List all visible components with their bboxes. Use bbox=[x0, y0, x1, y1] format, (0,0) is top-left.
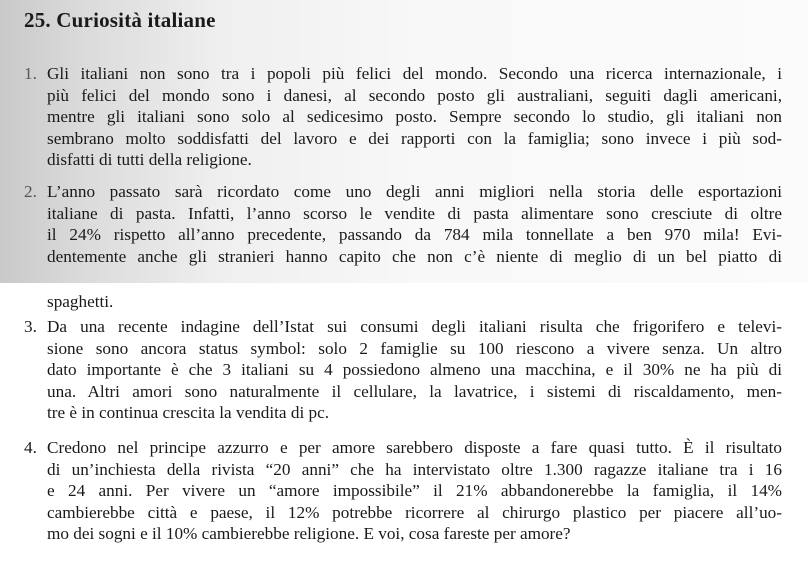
item-text-line: L’anno passato sarà ricordato come uno degli anni migliori nella storia delle esportazioni bbox=[47, 182, 782, 201]
item-text-line: mentre gli italiani sono solo al sedicesimo posto. Sempre secondo lo studio, gli italiani non bbox=[47, 107, 782, 126]
list-item bbox=[0, 181, 808, 267]
item-text-line: più felici del mondo sono i danesi, al secondo posto gli australiani, seguiti dagli americani, bbox=[47, 85, 782, 105]
paragraph-line bbox=[0, 203, 808, 225]
paragraph-line bbox=[0, 381, 808, 403]
paragraph-line bbox=[0, 224, 808, 246]
item-text-line: Credono nel principe azzurro e per amore sarebbero disposte a fare quasi tutto. È il risultato bbox=[47, 438, 782, 457]
item-text-line: italiane di pasta. Infatti, l’anno scorso le vendite di pasta alimentare sono cresciute di oltre bbox=[47, 203, 782, 223]
paragraph-line bbox=[0, 402, 808, 424]
item-text-line: mo dei sogni e il 10% cambierebbe religione. E voi, cosa fareste per amore? bbox=[47, 524, 571, 543]
paragraph-line bbox=[0, 106, 808, 128]
item-text-line: spaghetti. bbox=[47, 292, 114, 311]
item-number: 3. bbox=[24, 317, 37, 336]
item-text-line: dentemente anche gli stranieri hanno capito che non c’è niente di meglio di un bel piatto di bbox=[47, 246, 782, 266]
paragraph-line bbox=[0, 149, 808, 171]
item-text-line: e 24 anni. Per vivere un “amore impossibile” il 21% abbandonerebbe la famiglia, il 14% bbox=[47, 481, 782, 500]
paragraph-line bbox=[0, 338, 808, 360]
list-item-continuation bbox=[0, 291, 808, 313]
item-text-line: una. Altri amori sono naturalmente il cellulare, la lavatrice, i sistemi di riscaldamento, men- bbox=[47, 381, 782, 401]
item-text-line: sione sono ancora status symbol: solo 2 famiglie su 100 riescono a vivere senza. Un altro bbox=[47, 338, 782, 358]
item-number: 4. bbox=[24, 438, 37, 457]
item-text-line: disfatti di tutti della religione. bbox=[47, 150, 252, 169]
paragraph-line bbox=[0, 85, 808, 107]
paragraph-line bbox=[0, 459, 808, 481]
list-item bbox=[0, 437, 808, 545]
paragraph-line bbox=[0, 291, 808, 313]
paragraph-line bbox=[0, 480, 808, 502]
item-text-line: di un’inchiesta della rivista “20 anni” che ha intervistato oltre 1.300 ragazze italiane tra i 16 bbox=[47, 459, 782, 479]
paragraph-line bbox=[0, 63, 808, 85]
item-number: 2. bbox=[24, 182, 37, 201]
paragraph-line bbox=[0, 359, 808, 381]
page-title: 25. Curiosità italiane bbox=[24, 8, 216, 32]
paragraph-line bbox=[0, 437, 808, 459]
paragraph-line bbox=[0, 316, 808, 338]
paragraph-line bbox=[0, 523, 808, 545]
paragraph-line bbox=[0, 502, 808, 524]
item-text-line: cambierebbe città e paese, il 12% potrebbe ricorrere al chirurgo plastico per piacere all’uo- bbox=[47, 502, 782, 522]
item-text-line: Da una recente indagine dell’Istat sui consumi degli italiani risulta che frigorifero e televi- bbox=[47, 317, 782, 336]
item-text-line: tre è in continua crescita la vendita di pc. bbox=[47, 403, 330, 422]
paragraph-line bbox=[0, 181, 808, 203]
item-text-line: il 24% rispetto all’anno precedente, passando da 784 mila tonnellate a ben 970 mila! Evi- bbox=[47, 225, 782, 244]
item-number: 1. bbox=[24, 64, 37, 83]
paragraph-line bbox=[0, 246, 808, 268]
list-item bbox=[0, 316, 808, 424]
paragraph-line bbox=[0, 128, 808, 150]
item-text-line: Gli italiani non sono tra i popoli più felici del mondo. Secondo una ricerca internazionale, i bbox=[47, 64, 782, 83]
list-item bbox=[0, 63, 808, 171]
item-text-line: sembrano molto soddisfatti del lavoro e dei rapporti con la famiglia; sono invece i più sod- bbox=[47, 128, 782, 148]
item-text-line: dato importante è che 3 italiani su 4 possiedono almeno una macchina, e il 30% ne ha più di bbox=[47, 360, 782, 379]
